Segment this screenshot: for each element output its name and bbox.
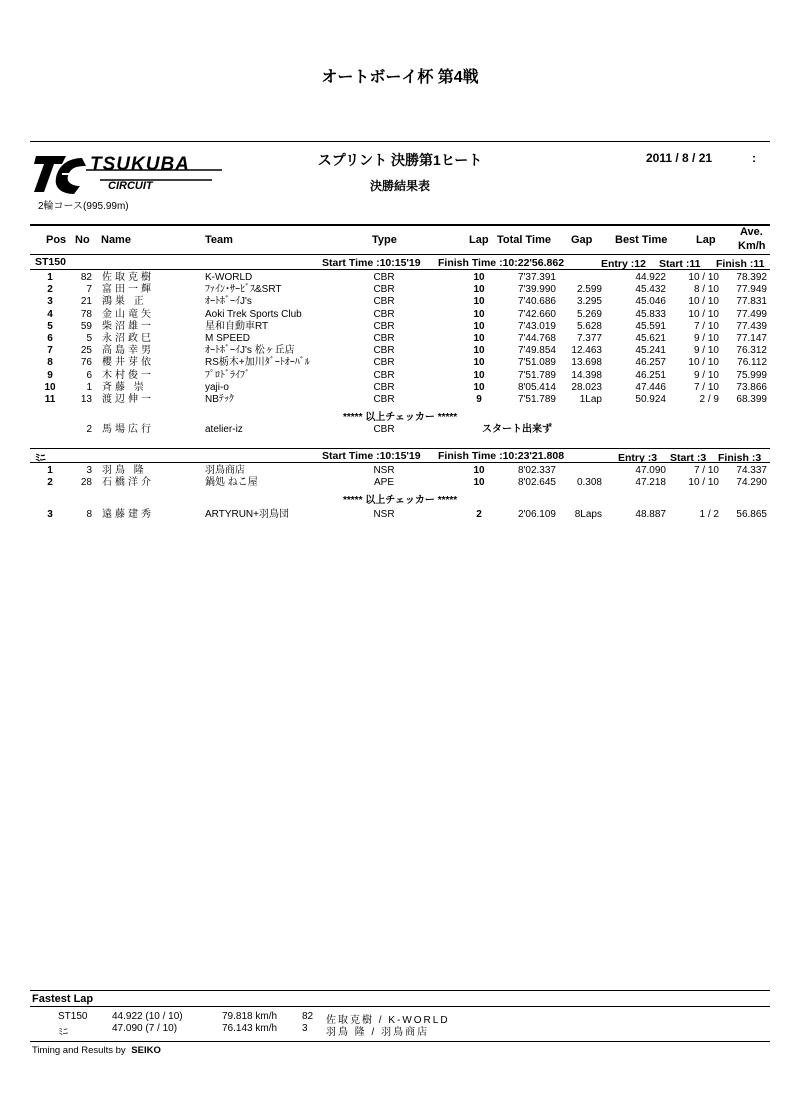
total-time: 7'49.854: [517, 345, 556, 357]
lap-count: 10: [473, 357, 485, 369]
table-row: [0, 477, 800, 489]
gap-cell: 28.023: [571, 381, 602, 393]
header-pos: Pos: [46, 234, 67, 246]
lap-count: 10: [473, 345, 485, 357]
gap-cell: 13.698: [571, 357, 602, 369]
total-time: 7'40.686: [517, 296, 556, 308]
lap-count: 10: [473, 320, 485, 332]
best-time: 45.432: [635, 284, 666, 296]
table-row: [0, 465, 800, 477]
bike-type: CBR: [373, 357, 395, 369]
fastest-speed: 76.143 km/h: [222, 1023, 278, 1034]
rider-name: 遠藤建秀: [102, 509, 154, 520]
average-speed: 77.831: [736, 296, 767, 308]
no-cell: 5: [86, 333, 92, 344]
fastest-time: 47.090 (7 / 10): [112, 1023, 178, 1034]
rider-name: 柴沼雄一: [102, 320, 154, 332]
footer-rule: [30, 1041, 770, 1042]
header-best-time: Best Time: [615, 234, 668, 246]
total-time: 7'39.990: [517, 284, 556, 296]
header-best-lap: Lap: [696, 234, 716, 246]
fastest-lap-top-rule: [30, 990, 770, 991]
best-lap: 9 / 10: [693, 345, 719, 357]
best-time: 50.924: [635, 394, 666, 405]
bike-type: CBR: [373, 284, 395, 296]
fastest-no: 3: [302, 1023, 308, 1034]
table-row: [0, 309, 800, 321]
total-time: 7'51.789: [517, 394, 556, 405]
average-speed: 77.949: [736, 284, 767, 296]
table-row: [0, 509, 800, 521]
header-lap: Lap: [469, 234, 489, 246]
header-ave: Ave.: [740, 226, 763, 238]
fastest-rider: 羽鳥 隆 / 羽鳥商店: [326, 1027, 430, 1038]
class-name: ST150: [35, 256, 66, 268]
rider-name: 富田一輝: [102, 284, 154, 296]
best-time: 45.591: [635, 320, 666, 332]
average-speed: 74.337: [736, 465, 767, 476]
best-time: 47.090: [635, 465, 666, 476]
gap-cell: 3.295: [576, 296, 602, 308]
class-finish-count: Finish :11: [716, 258, 765, 270]
pos-cell: 6: [47, 333, 53, 344]
pos-cell: 4: [47, 308, 53, 320]
bike-type: APE: [373, 477, 394, 488]
checker-note: ***** 以上チェッカー *****: [343, 412, 458, 423]
team-name: ｵｰﾄﾎﾞｰｲJ's: [205, 296, 252, 308]
pos-cell: 1: [47, 465, 53, 476]
team-name: 羽鳥商店: [205, 465, 245, 476]
gap-cell: 5.269: [576, 308, 602, 320]
table-row: [0, 321, 800, 333]
team-name: M SPEED: [205, 333, 251, 344]
no-cell: 2: [86, 424, 92, 435]
lap-count: 10: [473, 381, 485, 393]
bike-type: CBR: [373, 424, 395, 435]
header-name: Name: [101, 234, 131, 246]
rider-name: 高島幸男: [102, 345, 154, 357]
team-name: ｵｰﾄﾎﾞｰｲJ's 松ヶ丘店: [205, 345, 295, 357]
header-team: Team: [205, 234, 233, 246]
fastest-speed: 79.818 km/h: [222, 1011, 278, 1022]
best-time: 45.241: [635, 345, 666, 357]
team-name: yaji-o: [205, 381, 229, 393]
table-row: [0, 370, 800, 382]
class-name: ﾐﾆ: [35, 452, 46, 464]
best-lap: 9 / 10: [693, 369, 719, 381]
lap-count: 10: [473, 369, 485, 381]
best-lap: 7 / 10: [693, 320, 719, 332]
best-lap: 8 / 10: [693, 284, 719, 296]
rider-name: 馬場広行: [102, 424, 154, 435]
header-ave-unit: Km/h: [738, 240, 766, 252]
pos-cell: 2: [47, 477, 53, 488]
no-cell: 8: [86, 509, 92, 520]
pos-cell: 8: [47, 357, 53, 369]
header-gap: Gap: [571, 234, 593, 246]
rider-name: 金山竜矢: [102, 308, 154, 320]
best-lap: 9 / 10: [693, 333, 719, 344]
lap-count: 10: [473, 308, 485, 320]
fastest-class: ST150: [58, 1011, 88, 1022]
no-cell: 21: [80, 296, 92, 308]
bike-type: CBR: [373, 345, 395, 357]
lap-count: 9: [476, 394, 482, 405]
best-time: 45.621: [635, 333, 666, 344]
rider-name: 櫻井芽依: [102, 357, 154, 369]
lap-count: 10: [473, 465, 485, 476]
class-rule: [30, 462, 770, 463]
bike-type: CBR: [373, 333, 395, 344]
team-name: Aoki Trek Sports Club: [205, 308, 302, 320]
pos-cell: 5: [47, 320, 53, 332]
bike-type: CBR: [373, 320, 395, 332]
total-time: 2'06.109: [517, 509, 556, 520]
fastest-class: ﾐﾆ: [58, 1027, 68, 1038]
team-name: K-WORLD: [205, 272, 253, 283]
gap-cell: 12.463: [571, 345, 602, 357]
rider-name: 鴻巣 正: [102, 296, 147, 308]
average-speed: 74.290: [736, 477, 767, 488]
best-time: 44.922: [635, 272, 666, 283]
best-lap: 10 / 10: [688, 308, 719, 320]
best-time: 46.257: [635, 357, 666, 369]
team-name: ARTYRUN+羽鳥団: [205, 509, 289, 520]
team-name: ﾌｧｲﾝ･ｻｰﾋﾞｽ&SRT: [205, 284, 282, 296]
gap-cell: 2.599: [576, 284, 602, 296]
best-time: 47.218: [635, 477, 666, 488]
bike-type: CBR: [373, 296, 395, 308]
lap-count: 10: [473, 296, 485, 308]
fastest-no: 82: [302, 1011, 314, 1022]
bike-type: CBR: [373, 308, 395, 320]
table-row: [0, 382, 800, 394]
no-cell: 3: [86, 465, 92, 476]
total-time: 7'44.768: [517, 333, 556, 344]
pos-cell: 2: [47, 284, 53, 296]
best-time: 45.046: [635, 296, 666, 308]
class-entry: Entry :12: [601, 258, 646, 270]
table-row: [0, 296, 800, 308]
rider-name: 木村俊一: [102, 369, 154, 381]
bike-type: CBR: [373, 381, 395, 393]
header-bottom-rule: [30, 254, 770, 255]
no-cell: 28: [80, 477, 92, 488]
best-lap: 10 / 10: [688, 296, 719, 308]
no-cell: 59: [80, 320, 92, 332]
bike-type: CBR: [373, 394, 395, 405]
footer-text: Timing and Results by: [32, 1045, 126, 1056]
team-name: ﾌﾟﾛﾄﾞﾗｲﾌﾞ: [205, 369, 250, 381]
average-speed: 73.866: [736, 381, 767, 393]
no-cell: 78: [80, 308, 92, 320]
fastest-lap-title: Fastest Lap: [32, 993, 94, 1005]
table-row: [0, 333, 800, 345]
no-cell: 7: [86, 284, 92, 296]
best-lap: 2 / 9: [699, 394, 719, 405]
total-time: 7'37.391: [517, 272, 556, 283]
no-cell: 82: [80, 272, 92, 283]
gap-cell: 1Lap: [579, 394, 602, 405]
average-speed: 75.999: [736, 369, 767, 381]
table-row: [0, 284, 800, 296]
fastest-rider: 佐取克樹 / K-WORLD: [326, 1015, 450, 1026]
bike-type: NSR: [373, 509, 395, 520]
race-date: 2011 / 8 / 21: [646, 151, 713, 165]
class-finish-count: Finish :3: [718, 452, 762, 464]
header-total-time: Total Time: [497, 234, 551, 246]
no-cell: 25: [80, 345, 92, 357]
total-time: 8'02.645: [517, 477, 556, 488]
table-row: [0, 424, 800, 436]
class-start-count: Start :11: [659, 258, 701, 270]
average-speed: 77.147: [736, 333, 767, 344]
lap-count: 10: [473, 333, 485, 344]
best-lap: 10 / 10: [688, 477, 719, 488]
pos-cell: 11: [44, 394, 56, 405]
no-cell: 1: [86, 381, 92, 393]
best-time: 48.887: [635, 509, 666, 520]
top-divider: [30, 141, 770, 142]
best-lap: 1 / 2: [699, 509, 719, 520]
event-title: オートボーイ杯 第4戦: [321, 69, 479, 86]
best-time: 45.833: [635, 308, 666, 320]
header-type: Type: [372, 234, 397, 246]
class-finish-time: Finish Time :10:23'21.808: [438, 450, 565, 462]
team-name: atelier-iz: [205, 424, 243, 435]
rider-name: 羽鳥 隆: [102, 465, 147, 476]
average-speed: 68.399: [736, 394, 767, 405]
average-speed: 77.499: [736, 308, 767, 320]
average-speed: 78.392: [736, 272, 767, 283]
no-cell: 6: [86, 369, 92, 381]
rider-name: 渡辺伸一: [102, 394, 154, 405]
gap-cell: 7.377: [576, 333, 602, 344]
class-entry: Entry :3: [618, 452, 658, 464]
class-finish-time: Finish Time :10:22'56.862: [438, 257, 565, 269]
total-time: 8'02.337: [517, 465, 556, 476]
rider-name: 石橋洋介: [102, 477, 154, 488]
status-cell: スタート出来ず: [482, 424, 552, 435]
best-lap: 7 / 10: [693, 381, 719, 393]
team-name: 星和自動車RT: [205, 320, 269, 332]
class-start-time: Start Time :10:15'19: [322, 257, 421, 269]
best-lap: 10 / 10: [688, 357, 719, 369]
pos-cell: 3: [47, 509, 53, 520]
lap-count: 10: [473, 477, 485, 488]
total-time: 7'51.089: [517, 357, 556, 369]
average-speed: 76.112: [737, 357, 767, 369]
pos-cell: 9: [47, 369, 53, 381]
rider-name: 永沼政巳: [102, 333, 154, 344]
table-row: [0, 272, 800, 284]
team-name: NBﾃｯｸ: [205, 394, 234, 405]
no-cell: 13: [80, 394, 92, 405]
lap-count: 10: [473, 272, 485, 283]
total-time: 7'42.660: [517, 308, 556, 320]
bike-type: NSR: [373, 465, 395, 476]
pos-cell: 3: [47, 296, 53, 308]
fastest-lap-rule: [30, 1006, 770, 1007]
team-name: RS栃木+加川ﾀﾞｰﾄｵｰﾊﾞﾙ: [205, 357, 310, 369]
class-start-count: Start :3: [670, 452, 707, 464]
average-speed: 56.865: [736, 509, 767, 520]
checker-note: ***** 以上チェッカー *****: [343, 495, 458, 506]
best-time: 47.446: [635, 381, 666, 393]
pos-cell: 7: [47, 345, 53, 357]
best-lap: 7 / 10: [693, 465, 719, 476]
pos-cell: 10: [44, 381, 56, 393]
gap-cell: 0.308: [576, 477, 602, 488]
class-rule-top: [30, 448, 770, 449]
seiko-logo: SEIKO: [131, 1045, 161, 1056]
logo-text-sub: CIRCUIT: [108, 180, 153, 192]
bike-type: CBR: [373, 369, 395, 381]
lap-count: 2: [476, 509, 482, 520]
lap-count: 10: [473, 284, 485, 296]
header-no: No: [75, 234, 90, 246]
average-speed: 76.312: [736, 345, 767, 357]
race-subtitle: 決勝結果表: [369, 179, 430, 193]
gap-cell: 5.628: [576, 320, 602, 332]
fastest-time: 44.922 (10 / 10): [112, 1011, 183, 1022]
table-row: [0, 357, 800, 369]
class-start-time: Start Time :10:15'19: [322, 450, 421, 462]
table-row: [0, 394, 800, 406]
bike-type: CBR: [373, 272, 395, 283]
total-time: 7'43.019: [517, 320, 556, 332]
no-cell: 76: [80, 357, 92, 369]
gap-cell: 14.398: [571, 369, 602, 381]
best-time: 46.251: [635, 369, 666, 381]
best-lap: 10 / 10: [688, 272, 719, 283]
average-speed: 77.439: [736, 320, 767, 332]
rider-name: 佐取克樹: [102, 272, 154, 283]
footer-credit: [32, 1045, 161, 1056]
team-name: 鍋処 ねこ屋: [205, 477, 258, 488]
pos-cell: 1: [47, 272, 53, 283]
table-row: [0, 345, 800, 357]
logo-text-main: TSUKUBA: [90, 154, 190, 175]
class-rule: [30, 269, 770, 270]
header-top-rule: [30, 224, 770, 226]
course-label: 2輪コース(995.99m): [38, 201, 129, 212]
total-time: 8'05.414: [517, 381, 556, 393]
rider-name: 斉藤 崇: [102, 381, 147, 393]
total-time: 7'51.789: [517, 369, 556, 381]
date-suffix: :: [752, 151, 756, 165]
gap-cell: 8Laps: [574, 509, 602, 520]
race-title: スプリント 決勝第1ヒート: [317, 152, 483, 168]
